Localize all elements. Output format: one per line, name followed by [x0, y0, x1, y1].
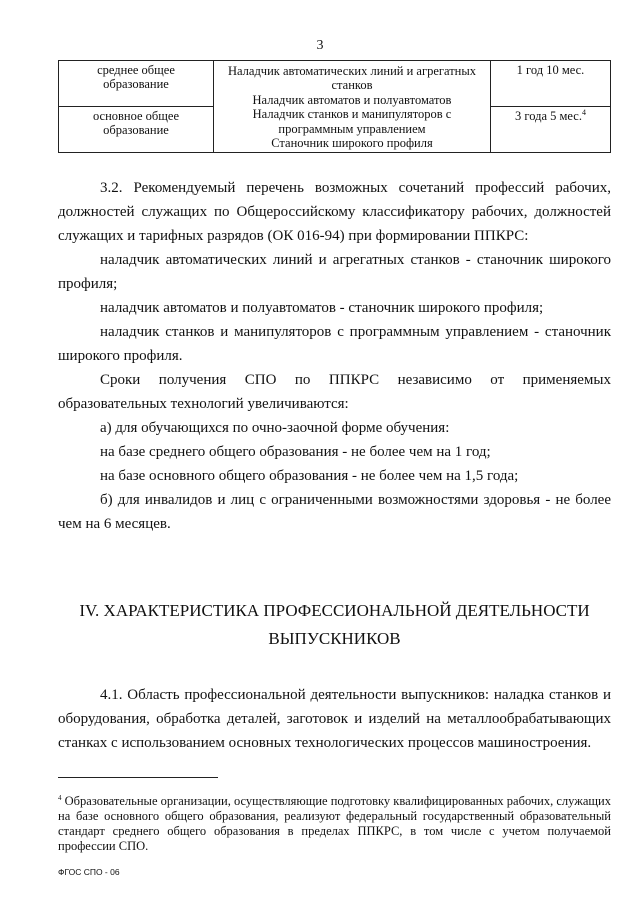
footnote-divider	[58, 777, 218, 778]
term-a: а) для обучающихся по очно-заочной форме обучения:	[100, 420, 450, 436]
section-3-2	[58, 176, 611, 536]
education-program-table	[58, 60, 611, 153]
combination-item: наладчик автоматов и полуавтоматов - станочник широкого профиля;	[100, 300, 544, 316]
section-4-1	[58, 683, 611, 755]
heading-line: IV. ХАРАКТЕРИСТИКА ПРОФЕССИОНАЛЬНОЙ ДЕЯТЕЛЬНОСТИ	[79, 601, 590, 620]
duration-value: 1 год 10 мес.	[516, 63, 585, 77]
footnote	[58, 794, 611, 854]
duration-value: 3 года 5 мес.	[515, 109, 582, 124]
page-number: 3	[316, 38, 324, 53]
footnote-reference: 4	[581, 108, 586, 118]
terms-intro: Сроки получения СПО по ППКРС независимо от применяемых образовательных технологий увеличиваются:	[58, 372, 611, 412]
duration-cell	[491, 61, 611, 107]
combination-item: наладчик станков и манипуляторов с программным управлением - станочник широкого профиля.	[58, 324, 611, 364]
paragraph-4-1: 4.1. Область профессиональной деятельности выпускников: наладка станков и оборудования, обработка деталей, заготовок и изделий на металлообрабатывающих станках с использованием основных технологических процессов машиностроения.	[58, 687, 611, 751]
term-b: б) для инвалидов и лиц с ограниченными возможностями здоровья - не более чем на 6 месяцев.	[58, 492, 611, 532]
section-4-heading	[58, 597, 611, 653]
profession-item: Наладчик автоматических линий и агрегатных станков	[227, 64, 477, 93]
combination-item: наладчик автоматических линий и агрегатных станков - станочник широкого профиля;	[58, 252, 611, 292]
paragraph-3-2-intro: 3.2. Рекомендуемый перечень возможных сочетаний профессий рабочих, должностей служащих по Общероссийскому классификатору рабочих, должностей служащих и тарифных разрядов (ОК 016-94) при формировании ППКРС:	[58, 180, 611, 244]
heading-line: ВЫПУСКНИКОВ	[268, 629, 401, 648]
table-row	[59, 61, 611, 107]
profession-item: Станочник широкого профиля	[271, 136, 433, 151]
term-a-item: на базе основного общего образования - не более чем на 1,5 года;	[100, 468, 519, 484]
education-level-cell: основное общее образование	[59, 107, 214, 153]
education-level-cell: среднее общее образование	[59, 61, 214, 107]
duration-cell	[491, 107, 611, 153]
footnote-marker: 4	[58, 793, 62, 802]
page-footer: ФГОС СПО - 06	[58, 867, 120, 877]
professions-cell	[214, 61, 491, 153]
footnote-text: Образовательные организации, осуществляющие подготовку квалифицированных рабочих, служащих на базе основного общего образования, реализуют федеральный государственный образовательный стандарт среднего общего образования в пределах ППКРС, в том числе с учетом получаемой профессии СПО.	[58, 794, 611, 853]
profession-item: Наладчик станков и манипуляторов с программным управлением	[252, 107, 452, 136]
term-a-item: на базе среднего общего образования - не более чем на 1 год;	[100, 444, 491, 460]
profession-item: Наладчик автоматов и полуавтоматов	[252, 92, 452, 107]
